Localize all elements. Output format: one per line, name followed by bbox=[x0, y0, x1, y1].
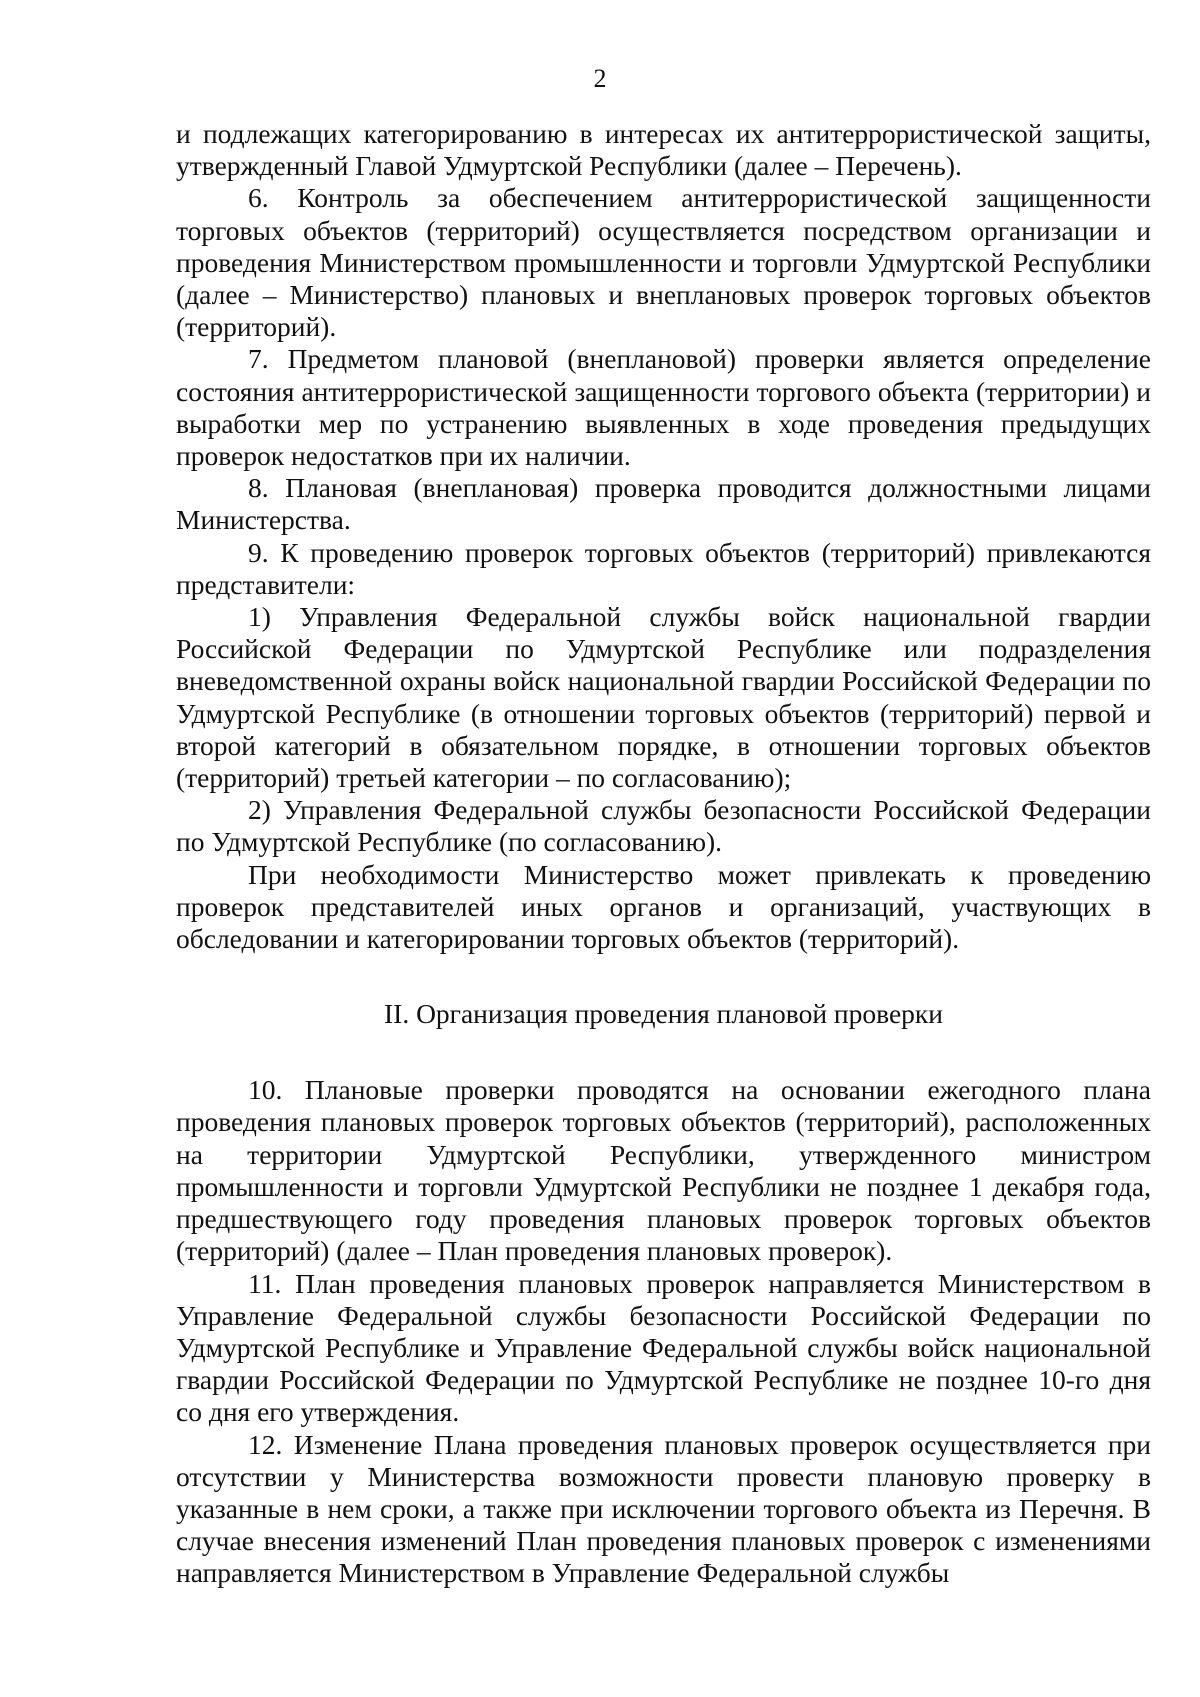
paragraph-item-9-note: При необходимости Министерство может привлекать к проведению проверок представителей иных органов и организаций, участвующих в обследовании и категорировании торговых объектов (территорий). bbox=[176, 858, 1151, 955]
paragraph-item-11: 11. План проведения плановых проверок направляется Министерством в Управление Федеральной службы безопасности Российской Федерации по Удмуртской Республике и Управление Федеральной службы войск национальной гвардии Российской Федерации по Удмуртской Республике не позднее 10-го дня со дня его утверждения. bbox=[176, 1267, 1151, 1428]
paragraph-item-9-subitem-1: 1) Управления Федеральной службы войск национальной гвардии Российской Федерации по Удмуртской Республике или подразделения вневедомственной охраны войск национальной гвардии Российской Федерации по Удмуртской Республике (в отношении торговых объектов (территорий) первой и второй категорий в обязательном порядке, в отношении торговых объектов (территорий) третьей категории – по согласованию); bbox=[176, 601, 1151, 794]
paragraph-continuation: и подлежащих категорированию в интересах их антитеррористической защиты, утвержденный Главой Удмуртской Республики (далее – Перечень). bbox=[176, 118, 1151, 182]
section-heading: II. Организация проведения плановой проверки bbox=[384, 998, 943, 1030]
paragraph-item-9: 9. К проведению проверок торговых объектов (территорий) привлекаются представители: bbox=[176, 536, 1151, 600]
paragraph-item-10: 10. Плановые проверки проводятся на основании ежегодного плана проведения плановых проверок торговых объектов (территорий), расположенных на территории Удмуртской Республики, утвержденного министром промышленности и торговли Удмуртской Республики не позднее 1 декабря года, предшествующего году проведения плановых проверок торговых объектов (территорий) (далее – План проведения плановых проверок). bbox=[176, 1074, 1151, 1267]
paragraph-item-12: 12. Изменение Плана проведения плановых проверок осуществляется при отсутствии у Министерства возможности провести плановую проверку в указанные в нем сроки, а также при исключении торгового объекта из Перечня. В случае внесения изменений План проведения плановых проверок с изменениями направляется Министерством в Управление Федеральной службы bbox=[176, 1428, 1151, 1589]
page-number: 2 bbox=[593, 64, 607, 93]
paragraph-item-6: 6. Контроль за обеспечением антитеррористической защищенности торговых объектов (территорий) осуществляется посредством организации и проведения Министерством промышленности и торговли Удмуртской Республики (далее – Министерство) плановых и внеплановых проверок торговых объектов (территорий). bbox=[176, 182, 1151, 343]
paragraph-item-7: 7. Предметом плановой (внеплановой) проверки является определение состояния антитеррористической защищенности торгового объекта (территории) и выработки мер по устранению выявленных в ходе проведения предыдущих проверок недостатков при их наличии. bbox=[176, 343, 1151, 472]
paragraph-item-9-subitem-2: 2) Управления Федеральной службы безопасности Российской Федерации по Удмуртской Республике (по согласованию). bbox=[176, 794, 1151, 858]
document-body bbox=[176, 118, 1151, 1590]
paragraph-item-8: 8. Плановая (внеплановая) проверка проводится должностными лицами Министерства. bbox=[176, 472, 1151, 536]
